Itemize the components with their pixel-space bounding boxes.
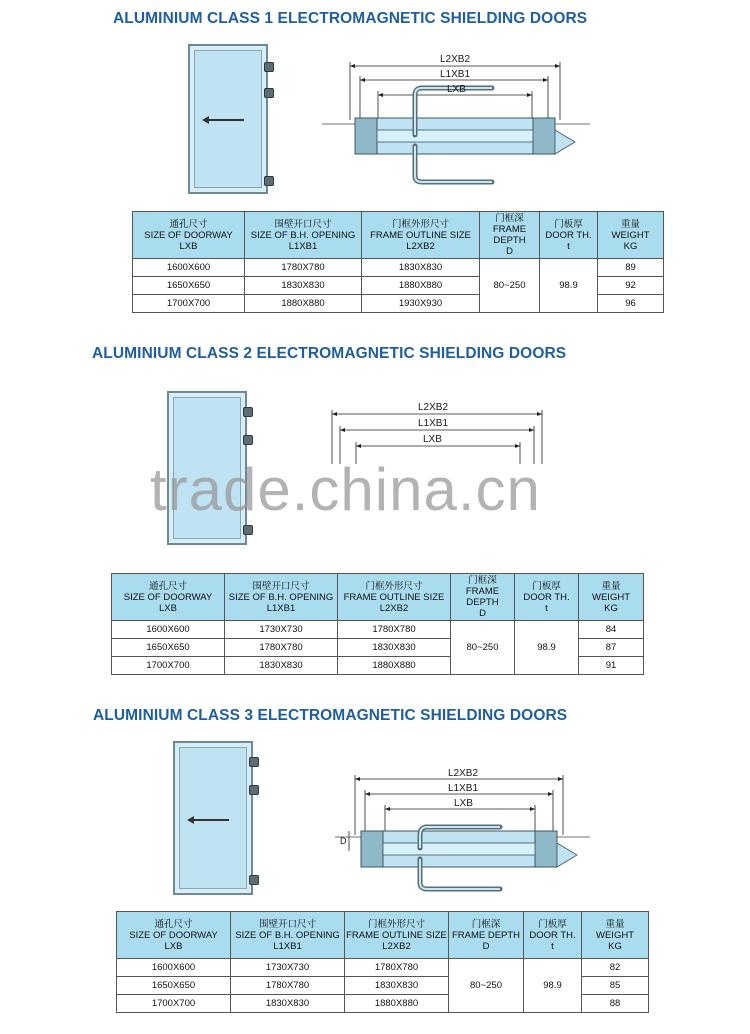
cell-frame: 1780X780 <box>345 959 449 977</box>
cell-weight: 92 <box>598 277 664 295</box>
section-3-title: ALUMINIUM CLASS 3 ELECTROMAGNETIC SHIELDING DOORS <box>93 707 568 724</box>
cell-opening: 1730X730 <box>231 959 345 977</box>
cell-weight: 96 <box>598 295 664 313</box>
arrow-left-icon <box>202 116 209 124</box>
hinge-icon <box>249 757 259 767</box>
table-row <box>117 959 649 977</box>
section-3-dim-inner: LXB <box>454 798 473 809</box>
cell-weight: 87 <box>579 639 644 657</box>
cell-opening: 1830X830 <box>225 657 338 675</box>
cell-weight: 88 <box>582 995 649 1013</box>
header-depth: 门框深 FRAME DEPTH D <box>480 212 540 259</box>
cell-opening: 1830X830 <box>245 277 362 295</box>
section-3-dim-outer: L2XB2 <box>448 768 479 779</box>
header-frame: 门框外形尺寸 FRAME OUTLINE SIZE L2XB2 <box>362 212 480 259</box>
section-3-door-elevation <box>173 741 253 895</box>
cell-doorway: 1600X600 <box>133 259 245 277</box>
header-opening: 围壁开口尺寸 SIZE OF B.H. OPENING L1XB1 <box>225 574 338 621</box>
cell-door-thickness: 98.9 <box>524 959 582 1013</box>
cell-doorway: 1700X700 <box>133 295 245 313</box>
cell-doorway: 1700X700 <box>117 995 231 1013</box>
cell-doorway: 1650X650 <box>112 639 225 657</box>
header-doorway: 通孔尺寸 SIZE OF DOORWAY LXB <box>133 212 245 259</box>
table-header-row <box>112 574 644 621</box>
section-1-dim-mid: L1XB1 <box>440 69 471 80</box>
table-header-row <box>133 212 664 259</box>
cell-doorway: 1700X700 <box>112 657 225 675</box>
cell-frame: 1830X830 <box>345 977 449 995</box>
header-doorway: 通孔尺寸 SIZE OF DOORWAY LXB <box>117 912 231 959</box>
header-weight: 重量 WEIGHT KG <box>598 212 664 259</box>
hinge-icon <box>264 88 274 98</box>
header-doorway: 通孔尺寸 SIZE OF DOORWAY LXB <box>112 574 225 621</box>
cell-opening: 1880X880 <box>245 295 362 313</box>
section-1-spec-table <box>132 211 664 313</box>
cell-door-thickness: 98.9 <box>540 259 598 313</box>
section-2-spec-table <box>111 573 644 675</box>
cell-weight: 82 <box>582 959 649 977</box>
header-weight: 重量 WEIGHT KG <box>579 574 644 621</box>
cell-frame-depth: 80~250 <box>451 621 515 675</box>
table-row <box>133 259 664 277</box>
cell-weight: 91 <box>579 657 644 675</box>
cell-opening: 1780X780 <box>245 259 362 277</box>
cell-frame: 1880X880 <box>338 657 451 675</box>
arrow-left-icon <box>187 816 194 824</box>
cell-frame: 1830X830 <box>362 259 480 277</box>
cell-opening: 1780X780 <box>231 977 345 995</box>
header-weight: 重量 WEIGHT KG <box>582 912 649 959</box>
header-door-th: 门板厚 DOOR TH. t <box>524 912 582 959</box>
hinge-icon <box>243 525 253 535</box>
hinge-icon <box>264 176 274 186</box>
section-2-dim-inner: LXB <box>423 434 442 445</box>
cell-frame: 1830X830 <box>338 639 451 657</box>
section-1-door-elevation <box>188 44 268 194</box>
section-1-dim-outer: L2XB2 <box>440 54 471 65</box>
header-depth: 门框深 FRAME DEPTH D <box>449 912 524 959</box>
cell-opening: 1730X730 <box>225 621 338 639</box>
header-frame: 门框外形尺寸 FRAME OUTLINE SIZE L2XB2 <box>345 912 449 959</box>
cell-door-thickness: 98.9 <box>515 621 579 675</box>
table-row <box>112 621 644 639</box>
header-depth: 门框深 FRAME DEPTH D <box>451 574 515 621</box>
section-1-dim-inner: LXB <box>447 84 466 95</box>
header-frame: 门框外形尺寸 FRAME OUTLINE SIZE L2XB2 <box>338 574 451 621</box>
cell-frame: 1780X780 <box>338 621 451 639</box>
cell-frame: 1880X880 <box>345 995 449 1013</box>
cell-frame-depth: 80~250 <box>449 959 524 1013</box>
cell-doorway: 1600X600 <box>112 621 225 639</box>
cell-doorway: 1600X600 <box>117 959 231 977</box>
cell-frame: 1930X930 <box>362 295 480 313</box>
table-header-row <box>117 912 649 959</box>
watermark: trade.china.cn <box>150 456 541 523</box>
section-1-title: ALUMINIUM CLASS 1 ELECTROMAGNETIC SHIELDING DOORS <box>113 10 588 27</box>
door-handle-icon <box>208 119 244 121</box>
section-2-dim-mid: L1XB1 <box>418 418 449 429</box>
cell-doorway: 1650X650 <box>133 277 245 295</box>
header-opening: 围壁开口尺寸 SIZE OF B.H. OPENING L1XB1 <box>245 212 362 259</box>
section-3-dim-mid: L1XB1 <box>448 783 479 794</box>
cell-opening: 1830X830 <box>231 995 345 1013</box>
cell-weight: 89 <box>598 259 664 277</box>
section-3-spec-table <box>116 911 649 1013</box>
hinge-icon <box>243 435 253 445</box>
section-2-dim-outer: L2XB2 <box>418 402 449 413</box>
hinge-icon <box>243 407 253 417</box>
cell-weight: 84 <box>579 621 644 639</box>
hinge-icon <box>249 785 259 795</box>
cell-weight: 85 <box>582 977 649 995</box>
cell-doorway: 1650X650 <box>117 977 231 995</box>
cell-frame: 1880X880 <box>362 277 480 295</box>
cell-opening: 1780X780 <box>225 639 338 657</box>
header-opening: 围壁开口尺寸 SIZE OF B.H. OPENING L1XB1 <box>231 912 345 959</box>
cell-frame-depth: 80~250 <box>480 259 540 313</box>
hinge-icon <box>249 875 259 885</box>
door-handle-icon <box>193 819 229 821</box>
header-door-th: 门板厚 DOOR TH. t <box>515 574 579 621</box>
header-door-th: 门板厚 DOOR TH. t <box>540 212 598 259</box>
section-2-title: ALUMINIUM CLASS 2 ELECTROMAGNETIC SHIELDING DOORS <box>92 345 567 362</box>
section-3-dim-depth: D <box>340 836 347 846</box>
hinge-icon <box>264 62 274 72</box>
